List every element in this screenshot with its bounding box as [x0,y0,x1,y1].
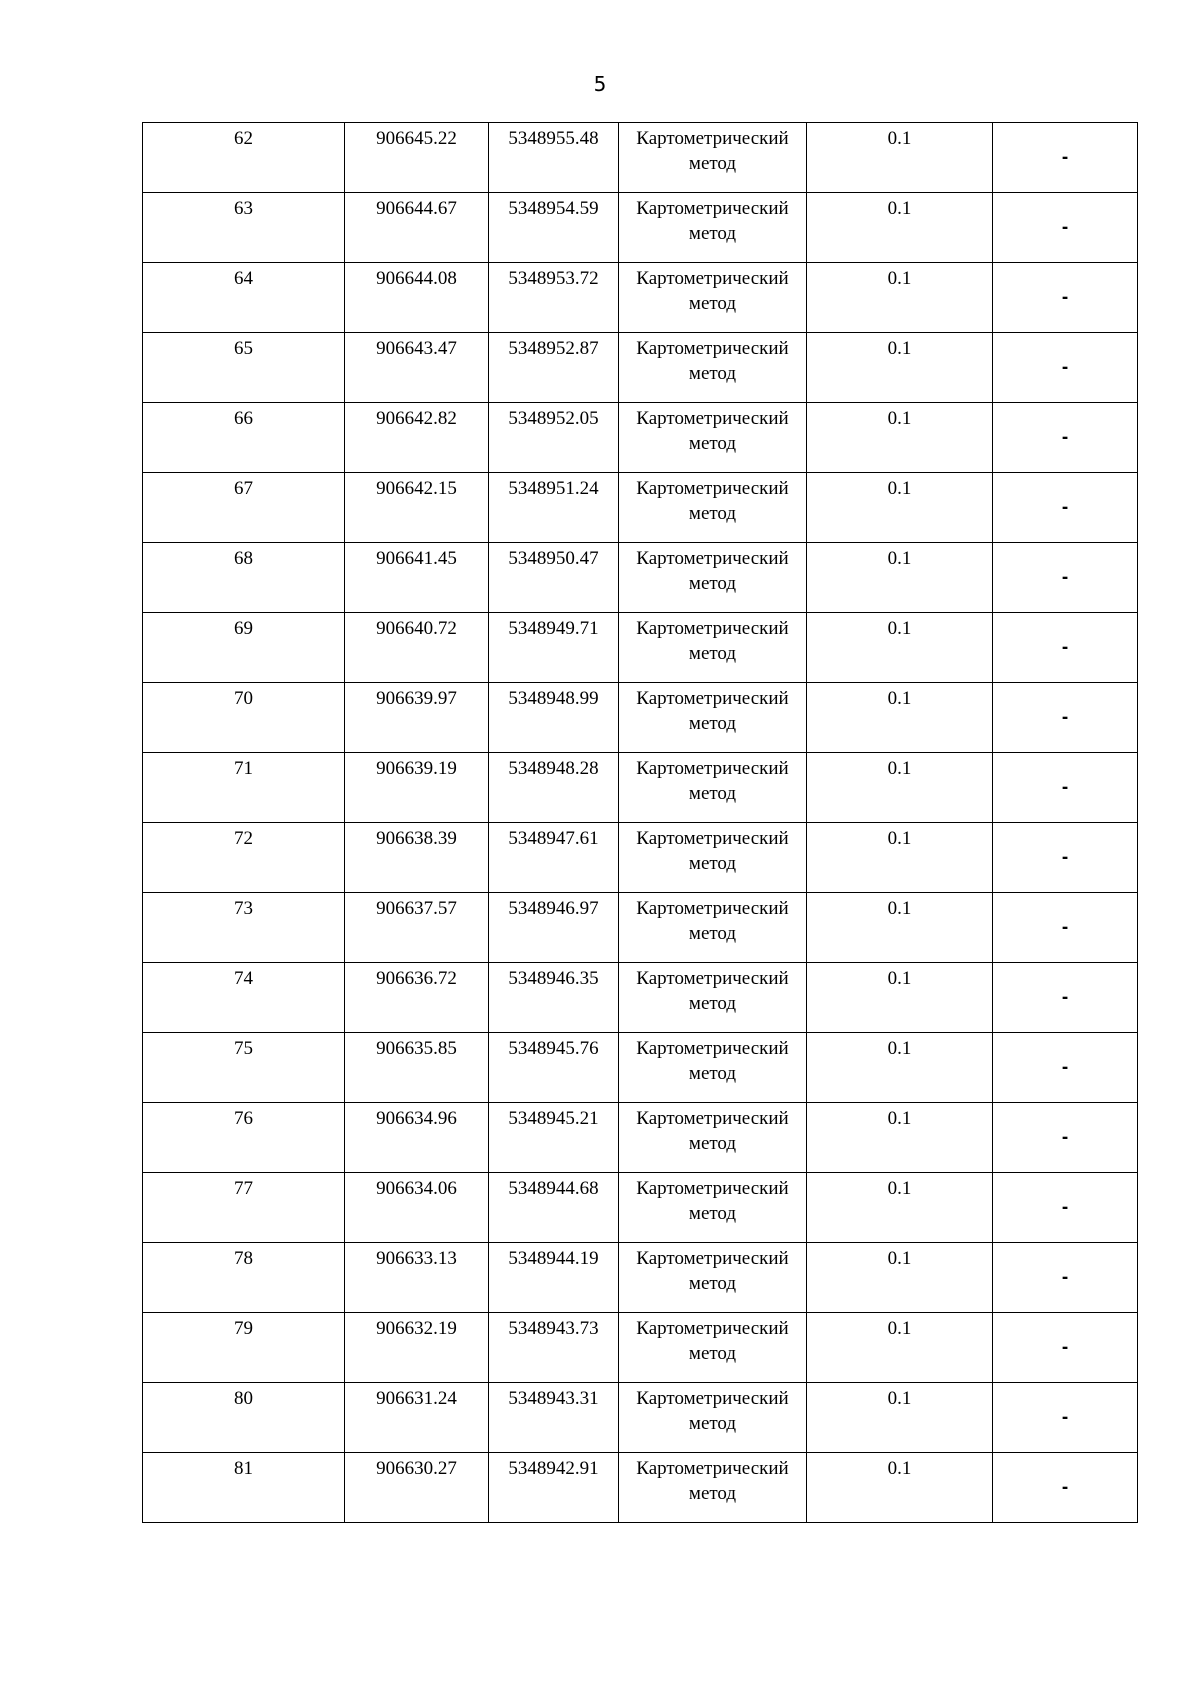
description-text: - [1061,1197,1069,1218]
table-row [143,1033,1138,1103]
point-number-cell [143,193,345,263]
coordinate-x-text: 906639.97 [376,688,457,709]
point-number-text: 78 [234,1248,253,1269]
method-cell [619,1453,807,1523]
coordinate-y-cell [489,1313,619,1383]
accuracy-cell [807,893,993,963]
coordinate-y-text: 5348951.24 [508,478,599,499]
point-number-cell [143,123,345,193]
coordinate-y-cell [489,193,619,263]
accuracy-cell [807,823,993,893]
description-cell [993,753,1138,823]
point-number-text: 79 [234,1318,253,1339]
accuracy-cell [807,1173,993,1243]
coordinate-y-cell [489,1453,619,1523]
coordinate-y-cell [489,753,619,823]
description-text: - [1061,707,1069,728]
table-row [143,473,1138,543]
accuracy-cell [807,123,993,193]
description-cell [993,823,1138,893]
description-cell [993,1243,1138,1313]
point-number-cell [143,473,345,543]
accuracy-text: 0.1 [887,618,912,639]
accuracy-text: 0.1 [887,198,912,219]
coordinate-x-text: 906640.72 [376,618,457,639]
coordinate-y-text: 5348954.59 [508,198,599,219]
point-number-text: 81 [234,1458,253,1479]
accuracy-cell [807,683,993,753]
coordinates-table [142,122,1138,1523]
accuracy-cell [807,1383,993,1453]
method-cell [619,683,807,753]
method-text: Картометрический метод [636,1458,789,1504]
table-row [143,403,1138,473]
point-number-text: 73 [234,898,253,919]
method-cell [619,333,807,403]
method-text: Картометрический метод [636,688,789,734]
point-number-cell [143,333,345,403]
point-number-cell [143,543,345,613]
method-text: Картометрический метод [636,198,789,244]
point-number-text: 67 [234,478,253,499]
coordinate-x-cell [345,193,489,263]
coordinate-x-text: 906644.67 [376,198,457,219]
method-cell [619,753,807,823]
coordinate-y-cell [489,1033,619,1103]
accuracy-text: 0.1 [887,828,912,849]
method-text: Картометрический метод [636,1248,789,1294]
accuracy-text: 0.1 [887,408,912,429]
description-cell [993,473,1138,543]
accuracy-cell [807,193,993,263]
description-cell [993,1173,1138,1243]
coordinate-y-text: 5348952.87 [508,338,599,359]
description-text: - [1061,1337,1069,1358]
coordinates-table-body [143,123,1138,1523]
point-number-cell [143,403,345,473]
accuracy-cell [807,1103,993,1173]
point-number-text: 80 [234,1388,253,1409]
coordinate-y-text: 5348945.21 [508,1108,599,1129]
description-text: - [1061,217,1069,238]
description-text: - [1061,147,1069,168]
accuracy-text: 0.1 [887,338,912,359]
coordinate-x-cell [345,753,489,823]
description-text: - [1061,917,1069,938]
point-number-cell [143,1033,345,1103]
accuracy-text: 0.1 [887,1458,912,1479]
coordinate-x-cell [345,823,489,893]
coordinate-x-cell [345,1103,489,1173]
point-number-cell [143,1383,345,1453]
description-cell [993,543,1138,613]
coordinate-x-text: 906644.08 [376,268,457,289]
accuracy-cell [807,263,993,333]
method-text: Картометрический метод [636,1108,789,1154]
coordinate-y-cell [489,683,619,753]
coordinate-x-cell [345,963,489,1033]
coordinate-x-text: 906633.13 [376,1248,457,1269]
description-cell [993,193,1138,263]
method-text: Картометрический метод [636,758,789,804]
point-number-cell [143,1243,345,1313]
description-cell [993,1313,1138,1383]
accuracy-text: 0.1 [887,478,912,499]
description-text: - [1061,777,1069,798]
description-cell [993,963,1138,1033]
coordinate-y-cell [489,613,619,683]
description-cell [993,1033,1138,1103]
coordinate-y-text: 5348949.71 [508,618,599,639]
coordinate-y-text: 5348948.28 [508,758,599,779]
description-text: - [1061,357,1069,378]
page-number: 5 [593,72,607,96]
coordinate-y-text: 5348942.91 [508,1458,599,1479]
coordinate-x-cell [345,123,489,193]
description-text: - [1061,847,1069,868]
point-number-cell [143,1173,345,1243]
coordinate-x-cell [345,1173,489,1243]
coordinate-x-text: 906642.15 [376,478,457,499]
coordinate-y-cell [489,403,619,473]
point-number-text: 65 [234,338,253,359]
point-number-cell [143,613,345,683]
method-cell [619,543,807,613]
description-text: - [1061,987,1069,1008]
method-cell [619,613,807,683]
coordinate-x-text: 906637.57 [376,898,457,919]
coordinate-x-cell [345,893,489,963]
accuracy-text: 0.1 [887,128,912,149]
point-number-cell [143,893,345,963]
point-number-cell [143,823,345,893]
point-number-text: 70 [234,688,253,709]
method-text: Картометрический метод [636,128,789,174]
point-number-cell [143,963,345,1033]
table-row [143,893,1138,963]
point-number-text: 63 [234,198,253,219]
coordinate-y-text: 5348943.31 [508,1388,599,1409]
accuracy-cell [807,333,993,403]
table-row [143,333,1138,403]
coordinate-y-cell [489,1103,619,1173]
description-cell [993,403,1138,473]
description-text: - [1061,637,1069,658]
accuracy-cell [807,1453,993,1523]
description-text: - [1061,287,1069,308]
method-cell [619,473,807,543]
table-row [143,1173,1138,1243]
coordinate-y-text: 5348944.68 [508,1178,599,1199]
point-number-cell [143,1453,345,1523]
accuracy-cell [807,1243,993,1313]
method-text: Картометрический метод [636,408,789,454]
coordinate-y-cell [489,473,619,543]
coordinate-x-text: 906636.72 [376,968,457,989]
coordinate-x-cell [345,613,489,683]
description-cell [993,263,1138,333]
accuracy-text: 0.1 [887,1318,912,1339]
coordinate-x-text: 906639.19 [376,758,457,779]
table-row [143,193,1138,263]
description-cell [993,1453,1138,1523]
coordinate-x-cell [345,1033,489,1103]
coordinate-y-cell [489,963,619,1033]
point-number-cell [143,1313,345,1383]
coordinate-y-cell [489,893,619,963]
method-text: Картометрический метод [636,828,789,874]
point-number-text: 64 [234,268,253,289]
coordinate-y-cell [489,543,619,613]
method-text: Картометрический метод [636,1388,789,1434]
method-text: Картометрический метод [636,478,789,524]
coordinate-x-cell [345,1383,489,1453]
method-cell [619,193,807,263]
accuracy-text: 0.1 [887,1108,912,1129]
point-number-text: 68 [234,548,253,569]
point-number-cell [143,263,345,333]
point-number-text: 69 [234,618,253,639]
coordinate-y-text: 5348955.48 [508,128,599,149]
accuracy-cell [807,473,993,543]
description-cell [993,613,1138,683]
table-row [143,1313,1138,1383]
description-cell [993,123,1138,193]
table-row [143,963,1138,1033]
description-text: - [1061,1127,1069,1148]
coordinate-y-text: 5348948.99 [508,688,599,709]
coordinate-y-text: 5348953.72 [508,268,599,289]
coordinate-y-cell [489,823,619,893]
accuracy-text: 0.1 [887,968,912,989]
coordinate-x-cell [345,473,489,543]
method-text: Картометрический метод [636,548,789,594]
table-row [143,753,1138,823]
description-text: - [1061,427,1069,448]
table-row [143,1103,1138,1173]
method-cell [619,893,807,963]
method-cell [619,123,807,193]
table-row [143,1243,1138,1313]
coordinate-y-cell [489,123,619,193]
description-text: - [1061,1267,1069,1288]
point-number-cell [143,683,345,753]
accuracy-cell [807,963,993,1033]
method-text: Картометрический метод [636,968,789,1014]
coordinate-y-text: 5348952.05 [508,408,599,429]
description-cell [993,1383,1138,1453]
method-cell [619,963,807,1033]
description-text: - [1061,1057,1069,1078]
point-number-text: 72 [234,828,253,849]
method-cell [619,1313,807,1383]
coordinate-x-text: 906632.19 [376,1318,457,1339]
coordinate-x-text: 906630.27 [376,1458,457,1479]
coordinate-x-text: 906645.22 [376,128,457,149]
coordinate-x-text: 906635.85 [376,1038,457,1059]
description-cell [993,893,1138,963]
table-row [143,613,1138,683]
table-row [143,823,1138,893]
method-cell [619,1173,807,1243]
method-cell [619,1383,807,1453]
method-cell [619,263,807,333]
table-row [143,543,1138,613]
accuracy-text: 0.1 [887,898,912,919]
coordinate-y-text: 5348950.47 [508,548,599,569]
accuracy-cell [807,403,993,473]
point-number-text: 75 [234,1038,253,1059]
coordinate-y-text: 5348947.61 [508,828,599,849]
coordinate-y-cell [489,263,619,333]
table-row [143,1453,1138,1523]
method-text: Картометрический метод [636,1038,789,1084]
description-cell [993,683,1138,753]
description-cell [993,1103,1138,1173]
method-cell [619,1103,807,1173]
coordinate-y-text: 5348944.19 [508,1248,599,1269]
coordinate-x-cell [345,1313,489,1383]
coordinate-y-cell [489,1383,619,1453]
point-number-text: 66 [234,408,253,429]
coordinate-x-cell [345,333,489,403]
coordinate-x-cell [345,1243,489,1313]
coordinate-x-text: 906634.06 [376,1178,457,1199]
coordinate-x-text: 906641.45 [376,548,457,569]
point-number-text: 76 [234,1108,253,1129]
method-cell [619,1243,807,1313]
method-text: Картометрический метод [636,898,789,944]
point-number-text: 77 [234,1178,253,1199]
point-number-text: 62 [234,128,253,149]
accuracy-text: 0.1 [887,1178,912,1199]
accuracy-cell [807,613,993,683]
point-number-cell [143,753,345,823]
method-text: Картометрический метод [636,618,789,664]
coordinate-x-text: 906638.39 [376,828,457,849]
accuracy-text: 0.1 [887,1248,912,1269]
coordinate-x-text: 906634.96 [376,1108,457,1129]
method-cell [619,823,807,893]
coordinate-y-text: 5348946.35 [508,968,599,989]
accuracy-cell [807,1033,993,1103]
point-number-cell [143,1103,345,1173]
method-text: Картометрический метод [636,338,789,384]
table-row [143,1383,1138,1453]
method-cell [619,1033,807,1103]
coordinate-y-cell [489,1243,619,1313]
coordinate-x-cell [345,683,489,753]
coordinate-x-cell [345,1453,489,1523]
description-text: - [1061,1407,1069,1428]
table-row [143,263,1138,333]
coordinate-x-text: 906642.82 [376,408,457,429]
coordinate-y-cell [489,1173,619,1243]
accuracy-cell [807,1313,993,1383]
method-text: Картометрический метод [636,268,789,314]
accuracy-text: 0.1 [887,1038,912,1059]
description-text: - [1061,497,1069,518]
coordinate-y-text: 5348946.97 [508,898,599,919]
point-number-text: 71 [234,758,253,779]
accuracy-text: 0.1 [887,1388,912,1409]
table-row [143,683,1138,753]
method-text: Картометрический метод [636,1178,789,1224]
description-cell [993,333,1138,403]
coordinate-x-text: 906631.24 [376,1388,457,1409]
accuracy-text: 0.1 [887,688,912,709]
accuracy-text: 0.1 [887,548,912,569]
accuracy-cell [807,543,993,613]
point-number-text: 74 [234,968,253,989]
coordinate-x-cell [345,403,489,473]
description-text: - [1061,1477,1069,1498]
coordinate-x-cell [345,263,489,333]
coordinate-x-cell [345,543,489,613]
coordinate-y-text: 5348945.76 [508,1038,599,1059]
coordinate-x-text: 906643.47 [376,338,457,359]
table-row [143,123,1138,193]
method-cell [619,403,807,473]
accuracy-text: 0.1 [887,758,912,779]
accuracy-text: 0.1 [887,268,912,289]
description-text: - [1061,567,1069,588]
method-text: Картометрический метод [636,1318,789,1364]
coordinate-y-cell [489,333,619,403]
accuracy-cell [807,753,993,823]
coordinate-y-text: 5348943.73 [508,1318,599,1339]
